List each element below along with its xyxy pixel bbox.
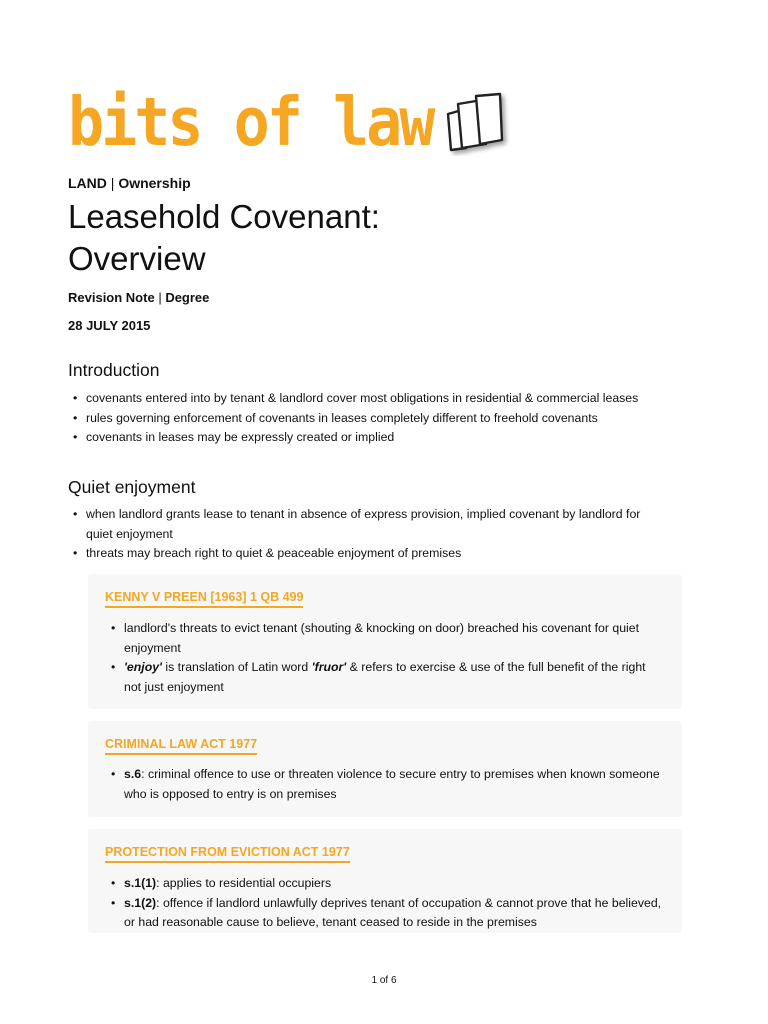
list-item: • rules governing enforcement of covenants in leases completely different to freehold covenants — [68, 409, 688, 429]
list-item: • landlord's threats to evict tenant (shouting & knocking on door) breached his covenant for quiet enjoyment — [106, 619, 666, 658]
list-item — [106, 765, 666, 804]
list-item-text: : offence if landlord unlawfully deprives tenant of occupation & cannot prove that he believed, or had reasonable cause to believe, tenant ceased to reside in the premises — [124, 895, 662, 929]
list-item — [106, 894, 666, 933]
statute-title-link[interactable]: CRIMINAL LAW ACT 1977 — [105, 737, 257, 755]
statute-points — [106, 874, 666, 933]
latin-term-fruor: 'fruor' — [311, 660, 347, 674]
case-box-criminal-law-act — [88, 721, 682, 817]
case-title-link[interactable]: KENNY V PREEN [1963] 1 QB 499 — [105, 590, 303, 608]
list-item-text: : applies to residential occupiers — [156, 876, 332, 890]
list-item: • when landlord grants lease to tenant in absence of express provision, implied covenant by landlord for quiet enjoyment — [68, 505, 668, 544]
title-line-2: Overview — [68, 240, 206, 277]
note-separator: | — [158, 290, 166, 305]
introduction-list — [68, 389, 688, 448]
brand-logo[interactable] — [68, 83, 516, 162]
note-meta — [68, 290, 209, 305]
statute-title-link[interactable]: PROTECTION FROM EVICTION ACT 1977 — [105, 845, 350, 863]
latin-term-enjoy: 'enjoy' — [124, 660, 162, 674]
case-box-kenny-v-preen — [88, 574, 682, 709]
brand-name: bits of law — [68, 83, 433, 162]
section-ref: s.6 — [124, 767, 142, 781]
list-item-text: : criminal offence to use or threaten violence to secure entry to premises when known someone who is opposed to entry is on premises — [124, 767, 660, 801]
list-item: • covenants entered into by tenant & landlord cover most obligations in residential & commercial leases — [68, 389, 688, 409]
section-ref: s.1(1) — [124, 876, 157, 890]
publish-date: 28 JULY 2015 — [68, 318, 151, 333]
section-ref: s.1(2) — [124, 895, 157, 910]
list-item: • covenants in leases may be expressly created or implied — [68, 428, 688, 448]
breadcrumb — [68, 175, 191, 191]
list-item: • threats may breach right to quiet & peaceable enjoyment of premises — [68, 544, 668, 564]
quiet-enjoyment-list — [68, 505, 668, 564]
list-item — [106, 658, 666, 697]
section-heading-introduction: Introduction — [68, 360, 160, 380]
list-item-text: & refers to exercise & use of the full benefit of the right not just enjoyment — [124, 660, 646, 694]
case-points — [106, 619, 666, 697]
section-heading-quiet-enjoyment: Quiet enjoyment — [68, 477, 196, 497]
title-line-1: Leasehold Covenant: — [68, 198, 380, 235]
level-label: Degree — [165, 290, 210, 305]
list-item — [106, 874, 666, 894]
case-box-protection-from-eviction-act — [88, 829, 682, 933]
subcategory-label: Ownership — [118, 175, 191, 191]
list-item-text: is translation of Latin word — [161, 660, 312, 674]
page-number: 1 of 6 — [371, 975, 397, 986]
category-label: LAND — [68, 175, 107, 191]
note-type-label: Revision Note — [68, 290, 155, 305]
statute-points — [106, 765, 666, 804]
paper-stack-icon — [442, 92, 516, 161]
category-separator: | — [110, 175, 119, 191]
page-title — [68, 196, 380, 280]
